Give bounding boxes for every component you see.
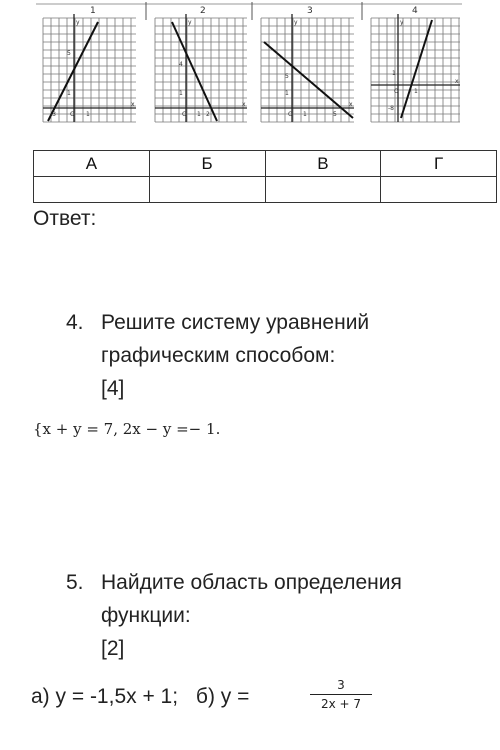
header-b: Б (149, 151, 265, 177)
task-4-line1: Решите систему уравнений (101, 311, 370, 334)
tick-label: 1 (179, 90, 183, 97)
axis-label-x: x (349, 101, 353, 108)
tick-label: -8 (388, 105, 394, 112)
task-5-line1: Найдите область определения (101, 571, 402, 594)
graph-number-2: 2 (200, 6, 206, 16)
tick-label: 1 (86, 111, 90, 118)
axis-label-x: x (455, 78, 459, 85)
tick-label: 5 (285, 73, 289, 80)
tick-label: -3 (50, 111, 56, 118)
axis-label-y: y (76, 19, 80, 26)
function-a: а) y = -1,5x + 1; (31, 685, 179, 708)
tick-label: 1 (414, 88, 418, 95)
tick-label: O (182, 111, 187, 118)
tick-label: 1 (285, 90, 289, 97)
header-g: Г (381, 151, 497, 177)
axis-label-y: y (400, 19, 404, 26)
tick-label: 5 (333, 111, 337, 118)
task-4-line2: графическим способом: (101, 344, 336, 367)
tick-label: 5 (67, 50, 71, 57)
fraction-numerator: 3 (337, 678, 345, 692)
graph-number-3: 3 (307, 6, 313, 16)
answer-cell-a[interactable] (34, 177, 150, 203)
task-4-points: [4] (101, 377, 125, 400)
equation-system: {x + y = 7, 2x − y =− 1. (33, 420, 221, 438)
graph-number-4: 4 (412, 6, 418, 16)
tick-label: O (70, 111, 75, 118)
task-5-number: 5. (66, 571, 84, 594)
fraction-denominator: 2x + 7 (310, 694, 372, 711)
tick-label: 1 (392, 70, 396, 77)
tick-label: 1 (197, 111, 201, 118)
axis-label-x: x (242, 101, 246, 108)
axis-label-y: y (188, 19, 192, 26)
axis-label-x: x (131, 101, 135, 108)
answer-table (33, 150, 497, 203)
answer-cell-v[interactable] (265, 177, 381, 203)
tick-label: 2 (206, 111, 210, 118)
graph-number-1: 1 (90, 6, 96, 16)
graphs-strip (0, 0, 500, 140)
axis-label-y: y (294, 19, 298, 26)
tick-label: O (394, 88, 399, 95)
task-4-number: 4. (66, 311, 84, 334)
header-a: А (34, 151, 150, 177)
fraction (310, 678, 372, 711)
header-v: В (265, 151, 381, 177)
tick-label: O (288, 111, 293, 118)
function-b-prefix: б) y = (195, 685, 250, 708)
answer-label: Ответ: (33, 207, 97, 230)
answer-cell-b[interactable] (149, 177, 265, 203)
task-5-points: [2] (101, 637, 125, 660)
tick-label: 1 (67, 90, 71, 97)
task-5-line2: функции: (101, 604, 191, 627)
answer-cell-g[interactable] (381, 177, 497, 203)
tick-label: 1 (303, 111, 307, 118)
tick-label: 4 (179, 61, 183, 68)
functions-line (31, 685, 249, 709)
